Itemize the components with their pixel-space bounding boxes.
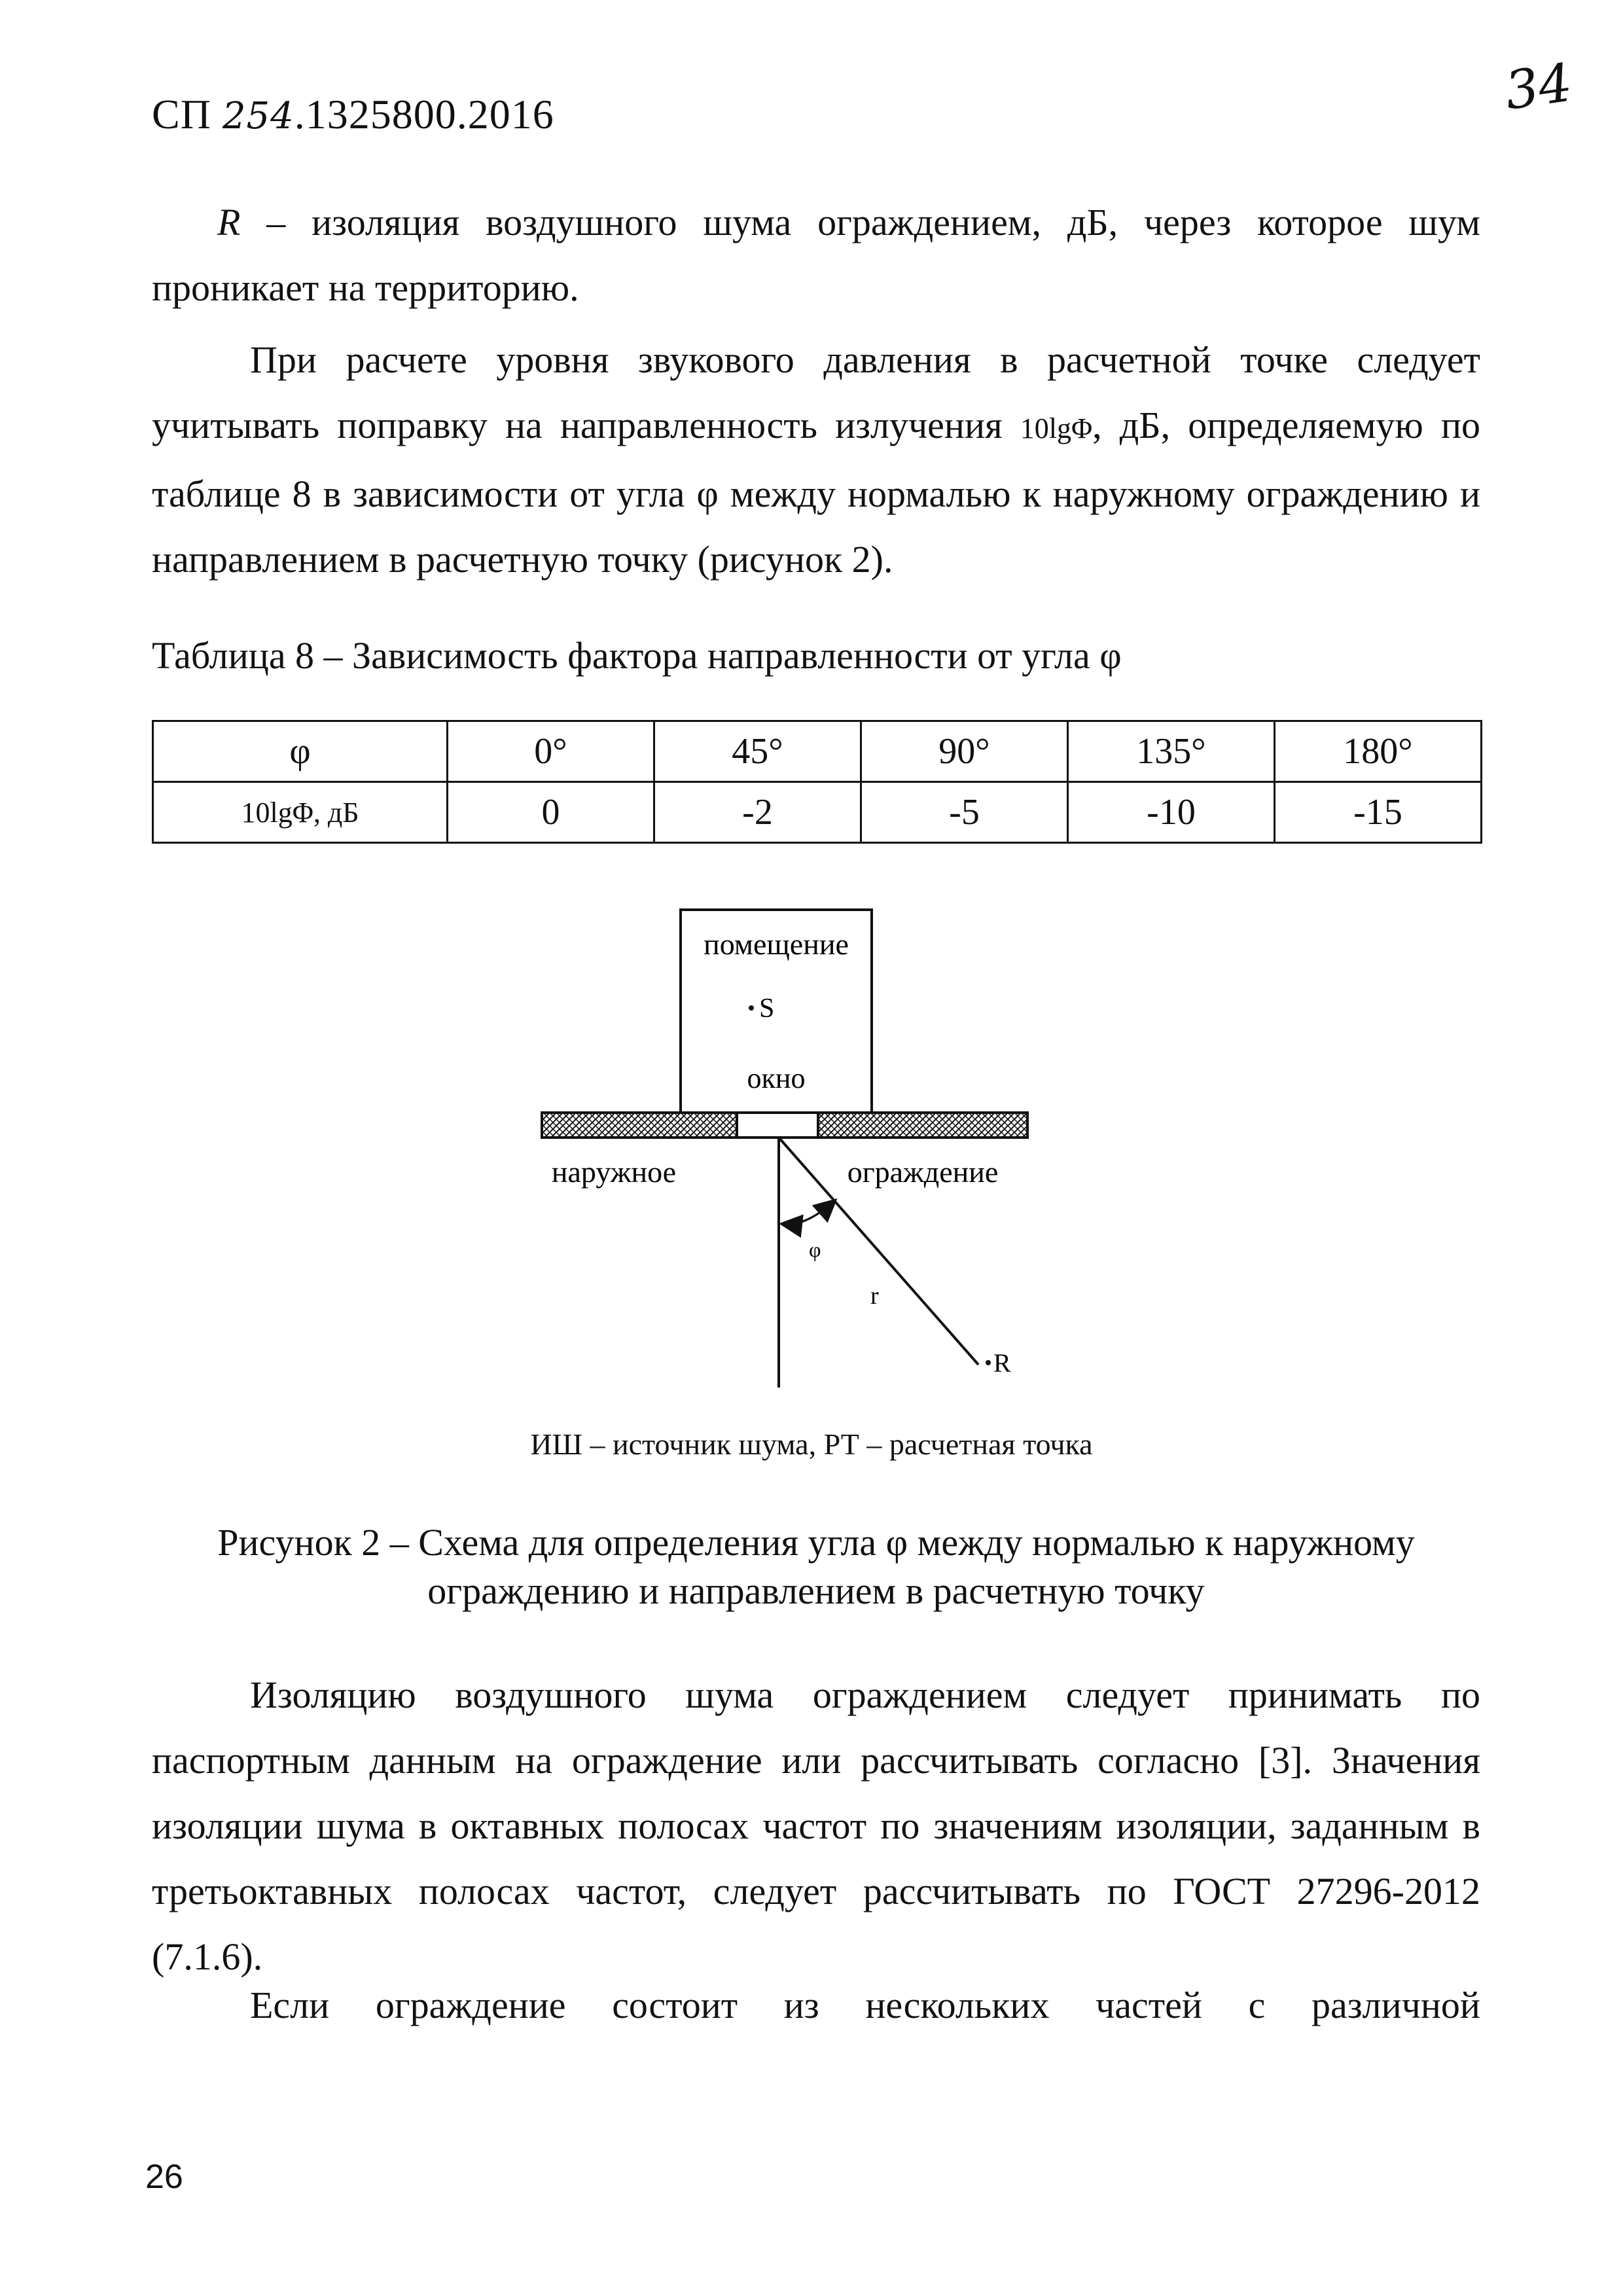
p2-line4: направлением в расчетную точку (рисунок 2). (152, 538, 893, 581)
table-header-phi: φ (153, 721, 448, 782)
table-row-angles (153, 721, 1482, 782)
figure-caption-line1: Рисунок 2 – Схема для определения угла φ между нормалью к наружному (217, 1521, 1415, 1564)
receiver-label: R (993, 1348, 1011, 1378)
sheet-number: 34 (1501, 52, 1576, 122)
angle-scheme-diagram (524, 897, 1047, 1407)
p3-line4: третьоктавных полосах частот, следует рассчитывать по ГОСТ 27296-2012 (152, 1870, 1480, 1912)
code-suffix: .1325800.2016 (294, 91, 554, 137)
table-cell: 0° (448, 721, 654, 782)
p1-line2: проникает на территорию. (152, 266, 579, 309)
code-prefix: СП (152, 91, 223, 137)
window-opening (737, 1113, 818, 1138)
table-cell: 45° (654, 721, 861, 782)
source-label: S (759, 994, 775, 1024)
document-code (152, 90, 554, 139)
wall-label-left: наружное (551, 1155, 677, 1189)
p3-line5: (7.1.6). (152, 1935, 263, 1978)
figure-legend: ИШ – источник шума, РТ – расчетная точка (530, 1427, 1093, 1461)
p4-word: с (1248, 1984, 1266, 2026)
p4-word: частей (1096, 1984, 1202, 2026)
distance-label: r (870, 1282, 879, 1310)
figure-caption (152, 1518, 1480, 1615)
source-point (749, 1005, 754, 1011)
angle-arc (781, 1201, 834, 1225)
p2-line1: При расчете уровня звукового давления в расчетной точке следует (250, 338, 1480, 381)
p4-word: состоит (612, 1984, 738, 2026)
table-header-10lgphi: 10lgΦ, дБ (153, 782, 448, 843)
table-caption: Таблица 8 – Зависимость фактора направленности от угла φ (152, 634, 1122, 677)
paragraph-directivity (152, 327, 1480, 592)
table-cell: 180° (1275, 721, 1482, 782)
p1-line1: – изоляция воздушного шума ограждением, дБ, через которое шум (240, 201, 1480, 243)
wall-right (818, 1113, 1027, 1138)
room-label: помещение (704, 927, 849, 961)
code-handwritten: 254 (222, 95, 294, 137)
paragraph-insulation (152, 1662, 1480, 1990)
page-number: 26 (145, 2158, 183, 2196)
formula-10lgphi: 10lgΦ (1020, 412, 1093, 444)
table-cell: 0 (448, 782, 654, 843)
p3-line2: паспортным данным на ограждение или рассчитывать согласно [3]. Значения (152, 1739, 1480, 1782)
p4-word: различной (1311, 1984, 1480, 2026)
figure-caption-line2: ограждению и направлением в расчетную точку (427, 1570, 1205, 1612)
p3-line3: изоляции шума в октавных полосах частот по значениям изоляции, заданным в (152, 1804, 1480, 1847)
p2-line2b: , дБ, определяемую по (1092, 404, 1480, 446)
p3-line1: Изоляцию воздушного шума ограждением следует принимать по (250, 1674, 1480, 1716)
receiver-point (986, 1360, 991, 1365)
p4-word: из (783, 1984, 819, 2026)
window-label: окно (747, 1062, 806, 1094)
paragraph-composite-wall (152, 1983, 1480, 2027)
symbol-r: R (217, 201, 241, 243)
table-row-values (153, 782, 1482, 843)
p2-line3: таблице 8 в зависимости от угла φ между нормалью к наружному ограждению и (152, 473, 1480, 515)
table-cell: -15 (1275, 782, 1482, 843)
table-cell: 135° (1068, 721, 1275, 782)
table-cell: -2 (654, 782, 861, 843)
p4-word: ограждение (375, 1984, 566, 2026)
paragraph-r-definition (152, 190, 1480, 321)
p2-line2a: учитывать поправку на направленность излучения (152, 404, 1020, 446)
wall-label-right: ограждение (847, 1155, 999, 1189)
angle-label: φ (809, 1238, 821, 1261)
p4-word: нескольких (865, 1984, 1050, 2026)
angle-arc-back (783, 1203, 831, 1224)
table-cell: -5 (861, 782, 1068, 843)
table-cell: 90° (861, 721, 1068, 782)
wall-left (542, 1113, 737, 1138)
directivity-table (152, 720, 1482, 844)
p4-word: Если (250, 1984, 330, 2026)
table-cell: -10 (1068, 782, 1275, 843)
